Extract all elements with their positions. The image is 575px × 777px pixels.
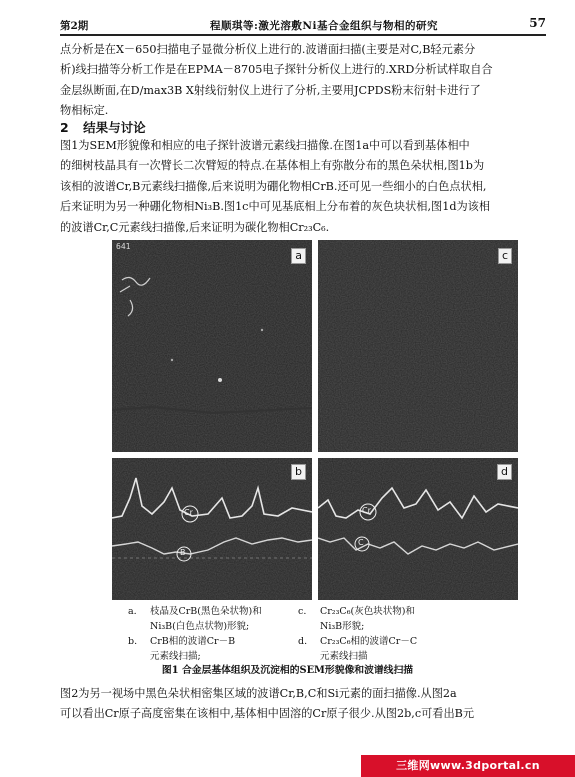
text-line: 图1为SEM形貌像和相应的电子探针波谱元素线扫描像.在图1a中可以看到基体相中	[60, 139, 470, 152]
issue-number: 第2期	[60, 20, 89, 32]
caption-text-c-cont: Ni₃B形貌;	[320, 621, 365, 632]
micrograph-scale-label: 641	[116, 242, 131, 251]
caption-text-a-cont: Ni₃B(白色点状物)形貌;	[150, 621, 250, 632]
text-line: 图2为另一视场中黑色朵状相密集区域的波谱Cr,B,C和Si元素的面扫描像.从图2a	[60, 687, 457, 700]
sem-texture-c	[318, 240, 518, 452]
text-line: 析)线扫描等分析工作是在EPMA－8705电子探针分析仪上进行的.XRD分析试样取自合	[60, 63, 493, 77]
caption-key-d: d.	[298, 636, 308, 647]
running-header	[60, 14, 546, 36]
page-number: 57	[529, 16, 546, 30]
paragraph-results	[60, 136, 548, 238]
text-line: 的波谱Cr,C元素线扫描像,后来证明为碳化物相Cr₂₃C₆.	[60, 220, 330, 234]
caption-text-a: 枝晶及CrB(黑色朵状物)和	[150, 606, 262, 617]
text-line: 的细树枝晶具有一次臂长二次臂短的特点.在基体相上有弥散分布的黑色朵状相,图1b为	[60, 159, 485, 173]
caption-key-c: c.	[298, 606, 307, 617]
text-line: 金层纵断面,在D/max3B X射线衍射仪上进行了分析,主要用JCPDS粉末衍射卡进行了	[60, 83, 481, 97]
sem-image-a	[112, 240, 312, 452]
linescan-image-d	[318, 458, 518, 600]
text-line: 点分析是在X－650扫描电子显微分析仪上进行的.波谱面扫描(主要是对C,B轻元素分	[60, 43, 476, 56]
panel-label-c: c	[498, 248, 512, 264]
linescan-traces-d	[318, 458, 518, 600]
caption-text-c: Cr₂₃C₆(灰色块状物)和	[320, 606, 415, 617]
running-title: 程顺琪等:激光溶敷Ni基合金组织与物相的研究	[210, 20, 438, 32]
site-watermark: 三维网www.3dportal.cn	[361, 755, 575, 777]
trace-label-b: B	[180, 548, 186, 557]
caption-text-d-cont: 元素线扫描	[320, 651, 368, 662]
section-heading	[60, 118, 146, 136]
linescan-traces-b	[112, 458, 312, 600]
paragraph-methods	[60, 40, 548, 122]
paragraph-figure-2	[60, 684, 548, 725]
text-line: 后来证明为另一种硼化物相Ni₃B.图1c中可见基底相上分布着的灰色块状相,图1d为该相	[60, 200, 491, 214]
sem-image-c	[318, 240, 518, 452]
caption-key-b: b.	[128, 636, 138, 647]
panel-label-b: b	[291, 464, 306, 480]
trace-label-c: C	[358, 538, 364, 547]
text-line: 可以看出Cr原子高度密集在该相中,基体相中固溶的Cr原子很少.从图2b,c可看出B元	[60, 707, 475, 721]
caption-text-b: CrB相的波谱Cr－B	[150, 636, 236, 647]
figure-1	[112, 240, 524, 600]
text-line: 该相的波谱Cr,B元素线扫描像,后来说明为硼化物相CrB.还可见一些细小的白色点状相,	[60, 179, 487, 193]
section-number: 2	[60, 120, 69, 135]
caption-key-a: a.	[128, 606, 137, 617]
trace-label-cr: Cr	[362, 506, 371, 515]
panel-label-d: d	[497, 464, 512, 480]
section-title: 结果与讨论	[83, 120, 146, 135]
trace-label-cr: Cr	[184, 508, 193, 517]
sem-texture-a	[112, 240, 312, 452]
caption-text-d: Cr₂₃C₆相的波谱Cr－C	[320, 636, 418, 647]
figure-title: 图1 合金层基体组织及沉淀相的SEM形貌像和波谱线扫描	[161, 665, 414, 676]
caption-text-b-cont: 元素线扫描;	[150, 651, 201, 662]
linescan-image-b	[112, 458, 312, 600]
text-line: 物相标定.	[60, 104, 109, 118]
panel-label-a: a	[291, 248, 306, 264]
